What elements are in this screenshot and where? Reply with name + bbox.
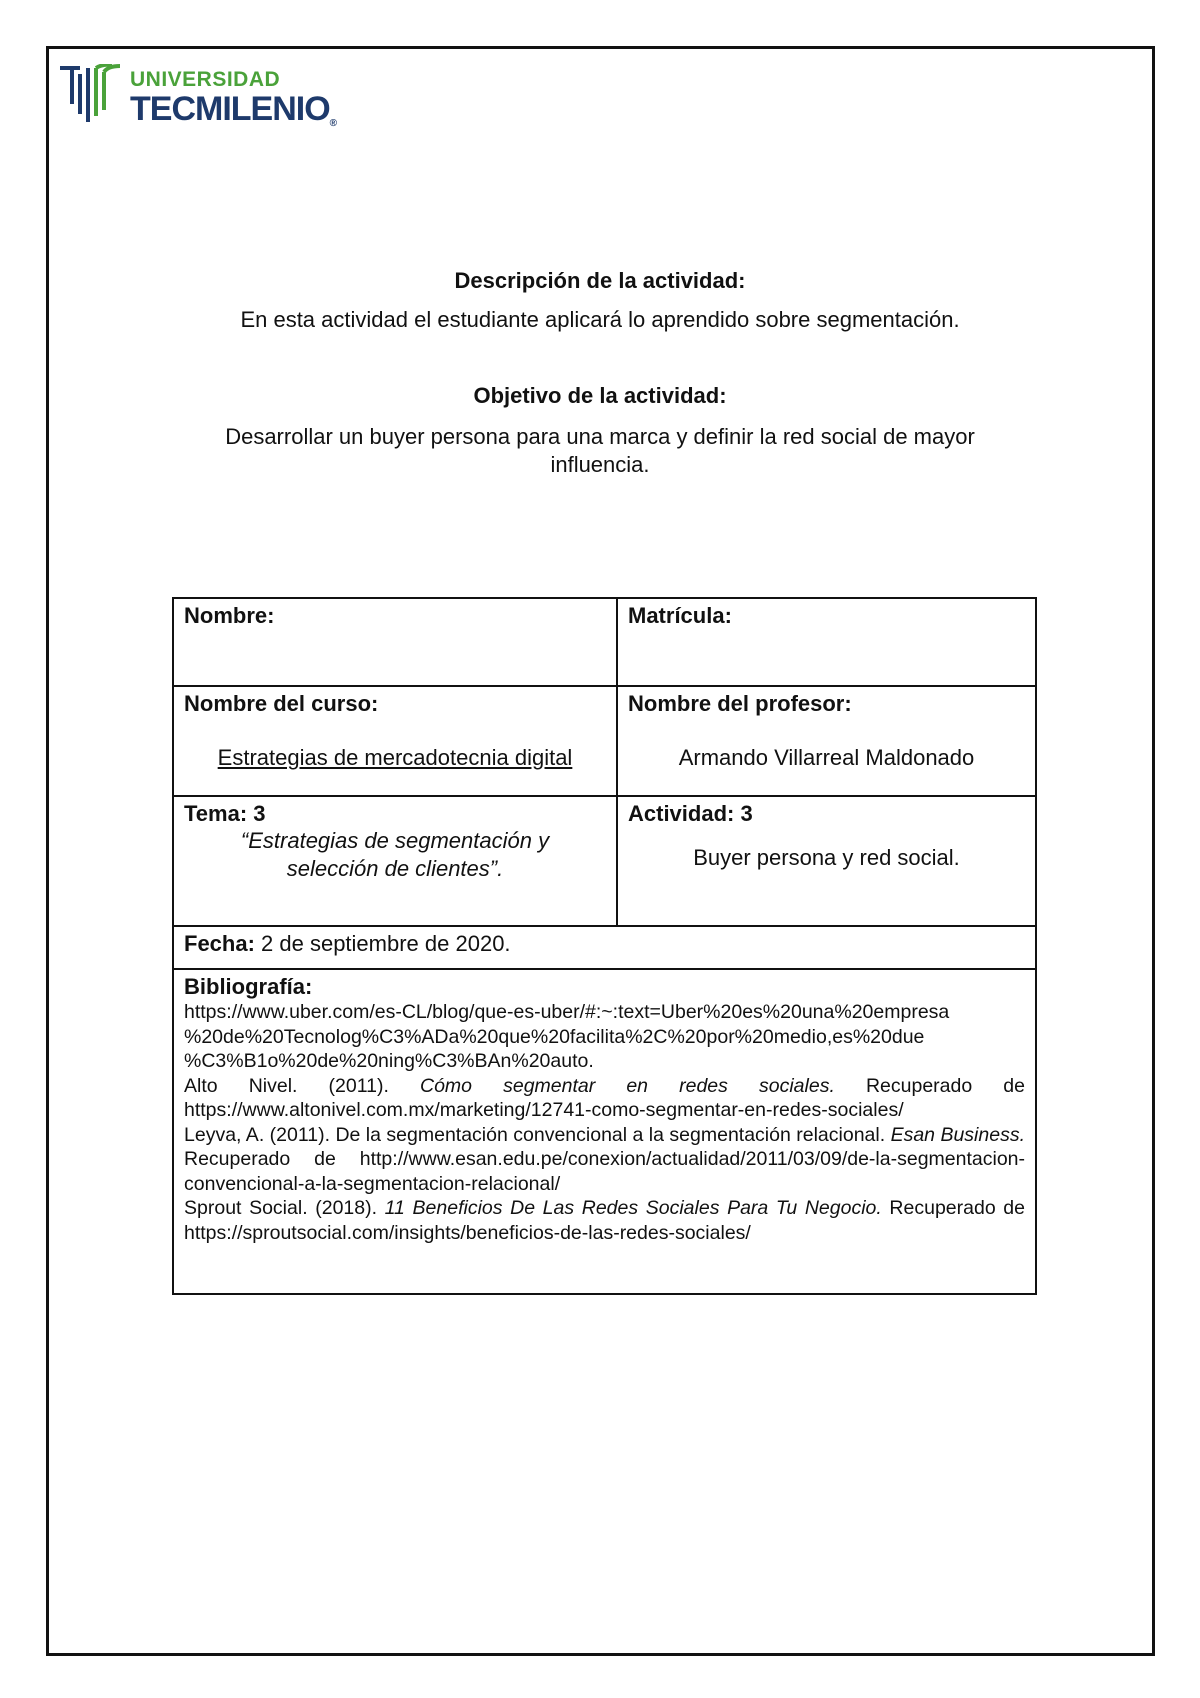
bib-sprout-title: 11 Beneficios De Las Redes Sociales Para Tu Negocio. (384, 1197, 882, 1219)
objective-section (150, 383, 1050, 479)
course-cell (173, 686, 617, 796)
description-heading: Descripción de la actividad: (454, 268, 746, 293)
objective-text-line2: influencia. (550, 452, 650, 477)
bib-sprout-author: Sprout Social. (2018). (184, 1197, 385, 1219)
topic-value-line2: selección de clientes”. (286, 856, 504, 881)
bibliography-list (184, 1000, 1025, 1245)
logo-text-universidad: UNIVERSIDAD (130, 68, 281, 91)
professor-label: Nombre del profesor: (628, 691, 852, 716)
bib-entry-altonivel (184, 1074, 1025, 1123)
bib-leyva-author: Leyva, A. (2011). De la segmentación convencional a la segmentación relacional. (184, 1123, 891, 1146)
bib-altonivel-author: Alto Nivel. (2011). (184, 1074, 420, 1097)
course-label: Nombre del curso: (184, 691, 379, 716)
bib-entry-sprout (184, 1196, 1025, 1245)
bibliography-label: Bibliografía: (184, 974, 313, 999)
name-cell (173, 598, 617, 686)
objective-heading: Objetivo de la actividad: (473, 383, 727, 408)
bib-entry-uber-line3: %C3%B1o%20de%20ning%C3%BAn%20auto. (184, 1050, 594, 1072)
logo-text-tecmilenio (130, 90, 336, 129)
topic-cell (173, 796, 617, 926)
activity-value: Buyer persona y red social. (693, 845, 960, 870)
student-info-table (172, 597, 1037, 1295)
course-value: Estrategias de mercadotecnia digital (217, 745, 573, 770)
activity-cell (617, 796, 1036, 926)
activity-label: Actividad: 3 (628, 801, 753, 826)
registered-mark: ® (329, 118, 337, 129)
bib-leyva-rest: Recuperado de http://www.esan.edu.pe/conexion/actualidad/2011/03/09/de-la-segmentacion-convencional-a-la-segmentacion-relacional/ (184, 1148, 1025, 1195)
topic-value-line1: “Estrategias de segmentación y (240, 828, 550, 853)
date-value: 2 de septiembre de 2020. (254, 931, 511, 956)
matricula-cell (617, 598, 1036, 686)
bib-entry-uber-line1: https://www.uber.com/es-CL/blog/que-es-uber/#:~:text=Uber%20es%20una%20empresa (184, 1001, 950, 1023)
university-logo (58, 64, 358, 128)
professor-value: Armando Villarreal Maldonado (678, 745, 975, 770)
date-cell (173, 926, 1036, 969)
objective-text-line1: Desarrollar un buyer persona para una marca y definir la red social de mayor (225, 424, 975, 449)
logo-text-tecmilenio-word: TECMILENIO (130, 90, 330, 128)
date-label: Fecha: (184, 931, 255, 956)
name-label: Nombre: (184, 603, 275, 628)
bib-entry-uber-line2: %20de%20Tecnolog%C3%ADa%20que%20facilita%2C%20por%20medio,es%20due (184, 1025, 925, 1048)
description-section (150, 268, 1050, 334)
bib-altonivel-rest: Recuperado de https://www.altonivel.com.mx/marketing/12741-como-segmentar-en-redes-sociales/ (184, 1074, 1025, 1121)
logo-emblem-icon (58, 64, 126, 126)
bibliography-cell (173, 969, 1036, 1294)
description-text: En esta actividad el estudiante aplicará lo aprendido sobre segmentación. (240, 307, 960, 332)
professor-cell (617, 686, 1036, 796)
bib-sprout-rest: Recuperado de https://sproutsocial.com/insights/beneficios-de-las-redes-sociales/ (184, 1197, 1025, 1244)
bib-entry-leyva (184, 1123, 1025, 1197)
matricula-label: Matrícula: (628, 603, 732, 628)
topic-label: Tema: 3 (184, 801, 266, 826)
bib-altonivel-title: Cómo segmentar en redes sociales. (420, 1074, 835, 1097)
bib-leyva-title: Esan Business. (890, 1123, 1026, 1146)
